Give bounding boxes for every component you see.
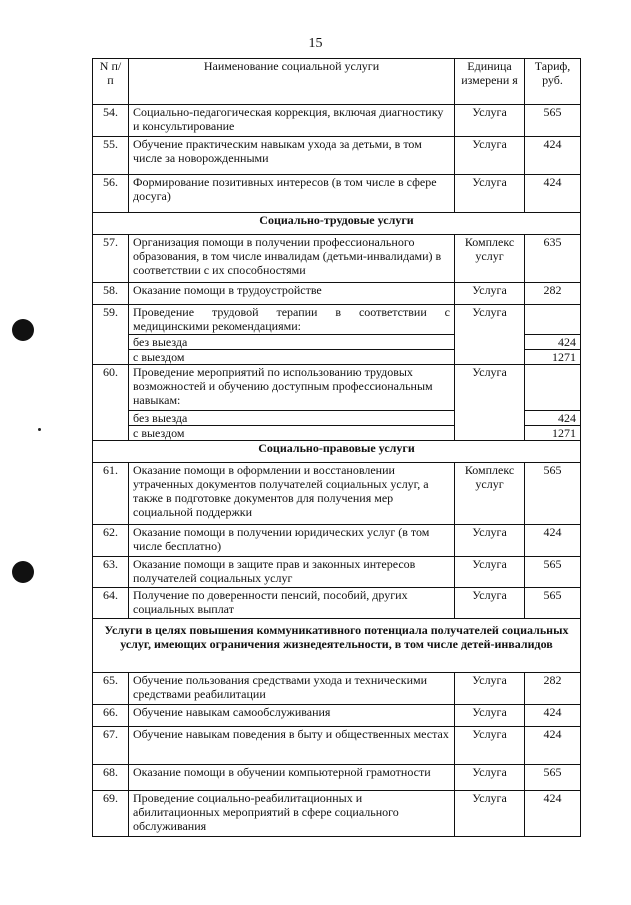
section-heading-row bbox=[93, 619, 581, 673]
section-heading-row bbox=[93, 441, 581, 463]
table-header-row bbox=[93, 59, 581, 105]
header-name: Наименование социальной услуги bbox=[129, 59, 455, 105]
table-row: 60. Проведение мероприятий по использованию трудовых возможностей и обучению доступным профессиональным навыкам: Услуга bbox=[93, 365, 581, 411]
punch-hole bbox=[12, 319, 34, 341]
scan-speck bbox=[38, 428, 41, 431]
header-unit: Единица измерени я bbox=[455, 59, 525, 105]
header-tariff: Тариф, руб. bbox=[525, 59, 581, 105]
table-row: 55. Обучение практическим навыкам ухода за детьми, в том числе за новорожденными Услуга 424 bbox=[93, 137, 581, 175]
table-subrow: без выезда 424 bbox=[93, 335, 581, 350]
row-59-name: Проведение трудовой терапии в соответствии с медицинскими рекомендациями: bbox=[129, 305, 455, 335]
table-row: 61. Оказание помощи в оформлении и восстановлении утраченных документов получателей социальных услуг, а также в подготовке документов для получения мер социальной поддержки Комплекс услуг 565 bbox=[93, 463, 581, 525]
header-num: N п/п bbox=[93, 59, 129, 105]
table-row: 62. Оказание помощи в получении юридических услуг (в том числе бесплатно) Услуга 424 bbox=[93, 525, 581, 557]
section-labor: Социально-трудовые услуги bbox=[93, 213, 581, 235]
table-row: 66. Обучение навыкам самообслуживания Услуга 424 bbox=[93, 705, 581, 727]
table-row: 56. Формирование позитивных интересов (в том числе в сфере досуга) Услуга 424 bbox=[93, 175, 581, 213]
table-subrow: без выезда 424 bbox=[93, 411, 581, 426]
table-row: 59. Проведение трудовой терапии в соответствии с медицинскими рекомендациями: Услуга bbox=[93, 305, 581, 335]
page-number: 15 bbox=[308, 36, 323, 51]
table-row: 65. Обучение пользования средствами ухода и техническими средствами реабилитации Услуга 282 bbox=[93, 673, 581, 705]
table-row: 54. Социально-педагогическая коррекция, включая диагностику и консультирование Услуга 565 bbox=[93, 105, 581, 137]
section-legal: Социально-правовые услуги bbox=[93, 441, 581, 463]
services-table bbox=[92, 58, 581, 837]
table-row: 64. Получение по доверенности пенсий, пособий, других социальных выплат Услуга 565 bbox=[93, 588, 581, 619]
section-heading-row bbox=[93, 213, 581, 235]
table-subrow: с выездом 1271 bbox=[93, 426, 581, 441]
punch-hole bbox=[12, 561, 34, 583]
table-row: 69. Проведение социально-реабилитационных и абилитационных мероприятий в сфере социального обслуживания Услуга 424 bbox=[93, 791, 581, 837]
table-row: 58. Оказание помощи в трудоустройстве Услуга 282 bbox=[93, 283, 581, 305]
section-communication: Услуги в целях повышения коммуникативного потенциала получателей социальных услуг, имеющих ограничения жизнедеятельности, в том числе детей-инвалидов bbox=[93, 619, 581, 673]
table-row: 68. Оказание помощи в обучении компьютерной грамотности Услуга 565 bbox=[93, 765, 581, 791]
table-subrow: с выездом 1271 bbox=[93, 350, 581, 365]
table-row: 63. Оказание помощи в защите прав и законных интересов получателей социальных услуг Услуга 565 bbox=[93, 557, 581, 588]
table-row: 67. Обучение навыкам поведения в быту и общественных местах Услуга 424 bbox=[93, 727, 581, 765]
table-row: 57. Организация помощи в получении профессионального образования, в том числе инвалидам (детьми-инвалидами) в соответствии с их способностями Комплекс услуг 635 bbox=[93, 235, 581, 283]
